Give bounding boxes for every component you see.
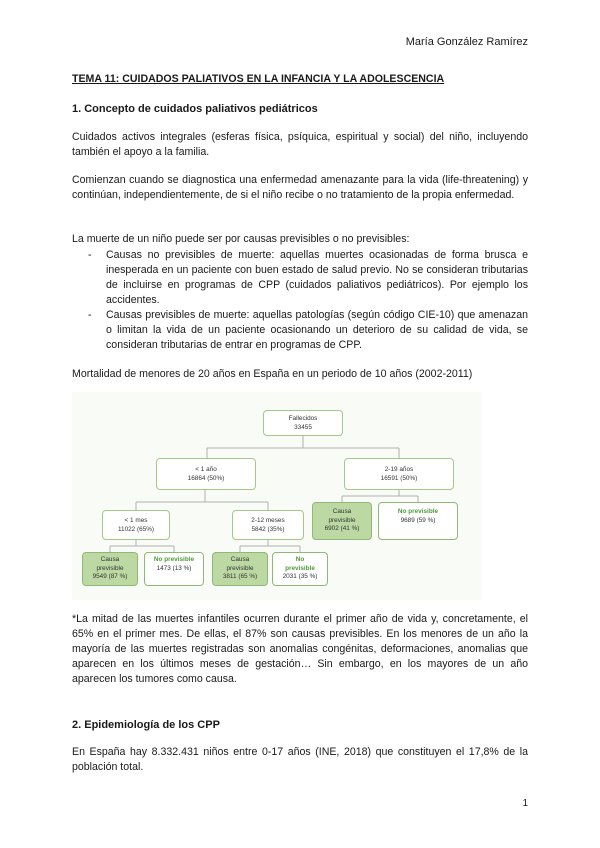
causes-list xyxy=(88,248,528,353)
node-value: 3811 (65 %) xyxy=(222,573,258,580)
node-label: Fallecidos xyxy=(288,415,318,422)
node-mid-no-previsible xyxy=(272,552,328,586)
page-number: 1 xyxy=(522,798,528,809)
node-label: No previsible xyxy=(285,556,315,572)
mortality-tree-figure xyxy=(72,392,528,600)
node-value: 11022 (65%) xyxy=(117,525,155,533)
node-value: 33455 xyxy=(294,423,312,431)
node-label: < 1 año xyxy=(195,466,217,473)
node-older-causa-previsible xyxy=(312,502,372,540)
node-value: 2031 (35 %) xyxy=(282,573,318,580)
node-2-19-years xyxy=(344,458,454,490)
paragraph-figure-note: *La mitad de las muertes infantiles ocurren durante el primer año de vida y, concretamente, el 65% en el primer mes. De ellas, el 87% son causas previsibles. En los menores de un año la mayoría de las muertes registradas son anomalias congénitas, deformaciones, anomalias que aparecen en los últimos meses de gestación… Sin embargo, en los mayores de un año aparecen los tumores como causa. xyxy=(72,613,528,685)
section-2-heading: 2. Epidemiología de los CPP xyxy=(72,719,220,731)
connector-older xyxy=(342,490,418,502)
figure-caption: Mortalidad de menores de 20 años en España en un periodo de 10 años (2002-2011) xyxy=(72,368,473,380)
node-value: 5842 (35%) xyxy=(251,525,285,533)
connector-month xyxy=(110,540,174,552)
list-item: - Causas previsibles de muerte: aquellas patologías (según código CIE-10) que amenazan o limitan la vida de un paciente ocasionando un deterioro de su calidad de vida, se consideran tributarias de entrar en programas de CPP. xyxy=(88,308,528,353)
list-item: - Causas no previsibles de muerte: aquellas muertes ocasionadas de forma brusca e inesperada en un paciente con buen estado de salud previo. No se consideran tributarias de incluirse en programas de CPP (cuidados paliativos pediátricos). Por ejemplo los accidentes. xyxy=(88,248,528,308)
document-title: TEMA 11: CUIDADOS PALIATIVOS EN LA INFANCIA Y LA ADOLESCENCIA xyxy=(72,73,445,85)
node-month-causa-previsible xyxy=(82,552,138,586)
node-label: Causa previsible xyxy=(328,508,356,524)
node-value: 6902 (41 %) xyxy=(324,525,360,532)
connector-root xyxy=(207,436,399,458)
node-label: Causa previsible xyxy=(96,556,124,572)
node-older-no-previsible xyxy=(378,502,458,540)
node-value: 16864 (50%) xyxy=(187,474,225,482)
node-label: Causa previsible xyxy=(226,556,254,572)
section-1-heading: 1. Concepto de cuidados paliativos pediátricos xyxy=(72,103,318,115)
node-mid-causa-previsible xyxy=(212,552,268,586)
node-month-no-previsible xyxy=(144,552,204,586)
paragraph-start: Comienzan cuando se diagnostica una enfermedad amenazante para la vida (life-threatening) y continúan, independientemente, de si el niño recibe o no tratamiento de la propia enfermedad. xyxy=(72,174,528,201)
node-label: 2-19 años xyxy=(384,466,414,473)
node-2-12-months xyxy=(232,510,304,540)
node-fallecidos xyxy=(263,410,343,436)
connector-mid xyxy=(240,540,300,552)
paragraph-definition: Cuidados activos integrales (esferas física, psíquica, espiritual y social) del niño, incluyendo también el apoyo a la familia. xyxy=(72,131,528,158)
paragraph-causes-intro: La muerte de un niño puede ser por causas previsibles o no previsibles: xyxy=(72,233,410,245)
node-label: No previsible xyxy=(153,556,195,563)
connector-under1 xyxy=(136,490,268,510)
node-label: No previsible xyxy=(397,508,439,515)
paragraph-epidemiology: En España hay 8.332.431 niños entre 0-17 años (INE, 2018) que constituyen el 17,8% de la población total. xyxy=(72,746,528,773)
node-value: 9549 (87 %) xyxy=(92,573,128,580)
author-header: María González Ramírez xyxy=(405,36,528,48)
node-under-1-year xyxy=(156,458,256,490)
node-under-1-month xyxy=(102,510,170,540)
node-value: 16591 (50%) xyxy=(380,474,418,482)
node-value: 9689 (59 %) xyxy=(400,516,436,524)
node-label: < 1 mes xyxy=(124,517,148,524)
node-value: 1473 (13 %) xyxy=(156,564,192,572)
node-label: 2-12 meses xyxy=(251,517,285,524)
